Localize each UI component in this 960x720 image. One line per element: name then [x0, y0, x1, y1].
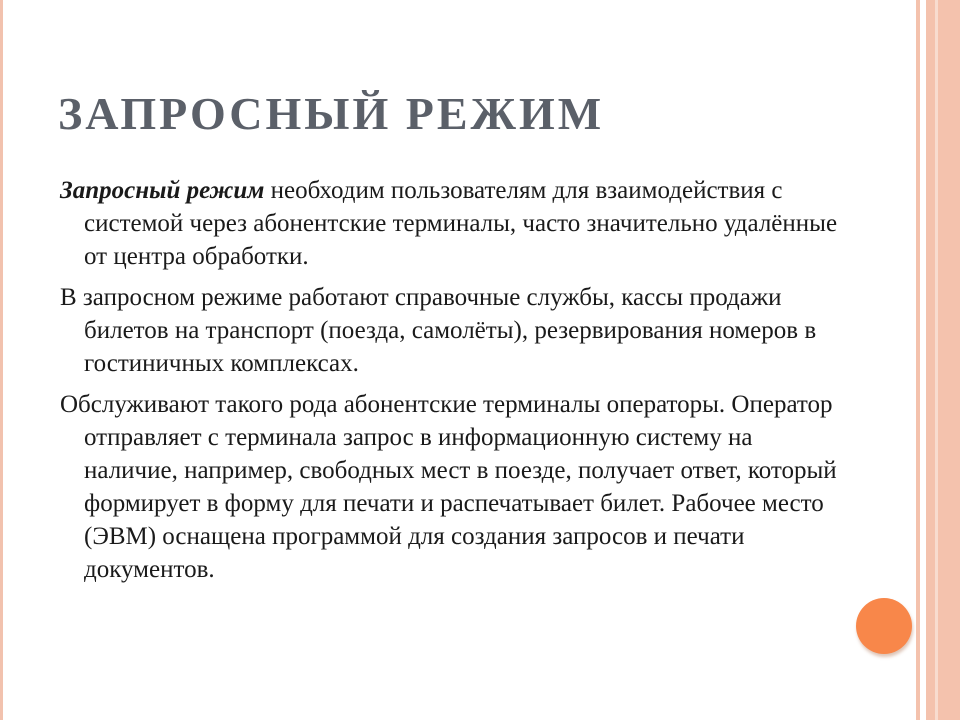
paragraph-3: Обслуживают такого рода абонентские терминалы операторы. Оператор отправляет с терминала запрос в информационную систему на наличие, например, свободных мест в поезде, получает ответ, который формирует в форму для печати и распечатывает билет. Рабочее место (ЭВМ) оснащена программой для создания запросов и печати документов.	[60, 391, 837, 583]
paragraph-1-text: необходим пользователям для взаимодействия с системой через абонентские терминалы, часто значительно удалённые от центра обработки.	[84, 177, 838, 270]
slide-title: ЗАПРОСНЫЙ РЕЖИМ	[58, 88, 605, 139]
paragraph-2: В запросном режиме работают справочные службы, кассы продажи билетов на транспорт (поезда, самолёты), резервирования номеров в гостиничных комплексах.	[60, 284, 817, 377]
paragraph-1-emphasis: Запросный режим	[60, 177, 265, 204]
left-border-decoration	[0, 0, 3, 720]
paragraph-1	[60, 174, 850, 273]
right-stripe-decoration	[938, 0, 960, 720]
slide-body	[60, 174, 850, 594]
right-stripe-decoration	[926, 0, 935, 720]
orange-circle-decoration	[856, 598, 912, 654]
